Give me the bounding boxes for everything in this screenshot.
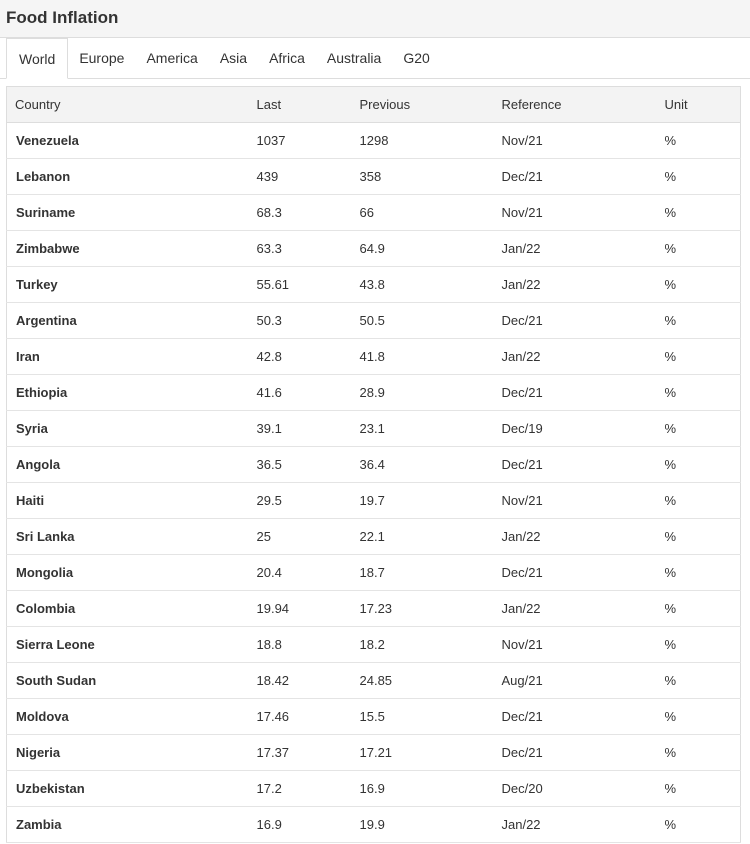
table-row[interactable] <box>7 735 741 771</box>
unit-cell: % <box>657 699 741 735</box>
reference-cell: Jan/22 <box>494 339 657 375</box>
unit-cell: % <box>657 807 741 843</box>
table-row[interactable] <box>7 519 741 555</box>
last-value-cell: 18.8 <box>249 627 352 663</box>
table-row[interactable] <box>7 483 741 519</box>
table-row[interactable] <box>7 627 741 663</box>
previous-value-cell: 15.5 <box>352 699 494 735</box>
table-row[interactable] <box>7 159 741 195</box>
country-cell[interactable]: Mongolia <box>7 555 249 591</box>
last-value-cell: 36.5 <box>249 447 352 483</box>
country-cell[interactable]: Ethiopia <box>7 375 249 411</box>
reference-cell: Jan/22 <box>494 267 657 303</box>
table-header-row <box>7 87 741 123</box>
previous-value-cell: 43.8 <box>352 267 494 303</box>
table-row[interactable] <box>7 303 741 339</box>
country-cell[interactable]: Angola <box>7 447 249 483</box>
last-value-cell: 42.8 <box>249 339 352 375</box>
inflation-table-container <box>6 86 740 843</box>
unit-cell: % <box>657 195 741 231</box>
reference-cell: Dec/21 <box>494 375 657 411</box>
previous-value-cell: 50.5 <box>352 303 494 339</box>
last-value-cell: 17.46 <box>249 699 352 735</box>
country-cell[interactable]: Syria <box>7 411 249 447</box>
country-cell[interactable]: Zambia <box>7 807 249 843</box>
previous-value-cell: 1298 <box>352 123 494 159</box>
table-row[interactable] <box>7 555 741 591</box>
last-value-cell: 41.6 <box>249 375 352 411</box>
column-header-previous[interactable]: Previous <box>352 87 494 123</box>
table-row[interactable] <box>7 771 741 807</box>
country-cell[interactable]: South Sudan <box>7 663 249 699</box>
reference-cell: Dec/21 <box>494 159 657 195</box>
country-cell[interactable]: Venezuela <box>7 123 249 159</box>
reference-cell: Dec/21 <box>494 699 657 735</box>
reference-cell: Jan/22 <box>494 519 657 555</box>
unit-cell: % <box>657 519 741 555</box>
tab-europe[interactable]: Europe <box>79 50 125 66</box>
country-cell[interactable]: Zimbabwe <box>7 231 249 267</box>
tab-asia[interactable]: Asia <box>219 50 248 66</box>
previous-value-cell: 358 <box>352 159 494 195</box>
previous-value-cell: 18.2 <box>352 627 494 663</box>
tab-world[interactable]: World <box>6 38 68 79</box>
previous-value-cell: 64.9 <box>352 231 494 267</box>
table-row[interactable] <box>7 339 741 375</box>
reference-cell: Jan/22 <box>494 591 657 627</box>
previous-value-cell: 28.9 <box>352 375 494 411</box>
previous-value-cell: 24.85 <box>352 663 494 699</box>
region-tabs <box>0 38 750 79</box>
country-cell[interactable]: Turkey <box>7 267 249 303</box>
country-cell[interactable]: Nigeria <box>7 735 249 771</box>
tab-america[interactable]: America <box>146 50 198 66</box>
table-row[interactable] <box>7 231 741 267</box>
reference-cell: Dec/21 <box>494 555 657 591</box>
unit-cell: % <box>657 447 741 483</box>
last-value-cell: 17.37 <box>249 735 352 771</box>
table-row[interactable] <box>7 807 741 843</box>
title-bar <box>0 0 750 38</box>
country-cell[interactable]: Uzbekistan <box>7 771 249 807</box>
previous-value-cell: 17.21 <box>352 735 494 771</box>
unit-cell: % <box>657 591 741 627</box>
previous-value-cell: 22.1 <box>352 519 494 555</box>
last-value-cell: 25 <box>249 519 352 555</box>
reference-cell: Dec/21 <box>494 735 657 771</box>
country-cell[interactable]: Lebanon <box>7 159 249 195</box>
unit-cell: % <box>657 627 741 663</box>
page-title: Food Inflation <box>6 7 119 27</box>
last-value-cell: 39.1 <box>249 411 352 447</box>
column-header-country[interactable]: Country <box>7 87 249 123</box>
country-cell[interactable]: Argentina <box>7 303 249 339</box>
country-cell[interactable]: Suriname <box>7 195 249 231</box>
previous-value-cell: 17.23 <box>352 591 494 627</box>
tab-g20[interactable]: G20 <box>403 50 430 66</box>
last-value-cell: 16.9 <box>249 807 352 843</box>
tab-africa[interactable]: Africa <box>269 50 305 66</box>
table-row[interactable] <box>7 267 741 303</box>
country-cell[interactable]: Moldova <box>7 699 249 735</box>
country-cell[interactable]: Sri Lanka <box>7 519 249 555</box>
unit-cell: % <box>657 375 741 411</box>
last-value-cell: 63.3 <box>249 231 352 267</box>
last-value-cell: 1037 <box>249 123 352 159</box>
previous-value-cell: 18.7 <box>352 555 494 591</box>
previous-value-cell: 66 <box>352 195 494 231</box>
last-value-cell: 50.3 <box>249 303 352 339</box>
reference-cell: Dec/19 <box>494 411 657 447</box>
last-value-cell: 55.61 <box>249 267 352 303</box>
reference-cell: Aug/21 <box>494 663 657 699</box>
reference-cell: Jan/22 <box>494 807 657 843</box>
reference-cell: Nov/21 <box>494 483 657 519</box>
last-value-cell: 439 <box>249 159 352 195</box>
table-row[interactable] <box>7 411 741 447</box>
last-value-cell: 17.2 <box>249 771 352 807</box>
last-value-cell: 19.94 <box>249 591 352 627</box>
unit-cell: % <box>657 303 741 339</box>
inflation-table <box>6 86 741 843</box>
unit-cell: % <box>657 483 741 519</box>
previous-value-cell: 23.1 <box>352 411 494 447</box>
column-header-reference[interactable]: Reference <box>494 87 657 123</box>
table-row[interactable] <box>7 447 741 483</box>
reference-cell: Nov/21 <box>494 195 657 231</box>
last-value-cell: 18.42 <box>249 663 352 699</box>
column-header-last[interactable]: Last <box>249 87 352 123</box>
last-value-cell: 20.4 <box>249 555 352 591</box>
reference-cell: Jan/22 <box>494 231 657 267</box>
unit-cell: % <box>657 411 741 447</box>
last-value-cell: 68.3 <box>249 195 352 231</box>
reference-cell: Dec/21 <box>494 447 657 483</box>
last-value-cell: 29.5 <box>249 483 352 519</box>
unit-cell: % <box>657 771 741 807</box>
table-row[interactable] <box>7 195 741 231</box>
table-row[interactable] <box>7 375 741 411</box>
previous-value-cell: 19.9 <box>352 807 494 843</box>
table-row[interactable] <box>7 591 741 627</box>
unit-cell: % <box>657 339 741 375</box>
unit-cell: % <box>657 663 741 699</box>
unit-cell: % <box>657 123 741 159</box>
reference-cell: Dec/20 <box>494 771 657 807</box>
table-row[interactable] <box>7 663 741 699</box>
unit-cell: % <box>657 735 741 771</box>
country-cell[interactable]: Iran <box>7 339 249 375</box>
previous-value-cell: 41.8 <box>352 339 494 375</box>
previous-value-cell: 16.9 <box>352 771 494 807</box>
table-row[interactable] <box>7 123 741 159</box>
previous-value-cell: 36.4 <box>352 447 494 483</box>
previous-value-cell: 19.7 <box>352 483 494 519</box>
country-cell[interactable]: Colombia <box>7 591 249 627</box>
country-cell[interactable]: Haiti <box>7 483 249 519</box>
reference-cell: Dec/21 <box>494 303 657 339</box>
tab-australia[interactable]: Australia <box>326 50 382 66</box>
unit-cell: % <box>657 267 741 303</box>
table-body <box>7 123 741 843</box>
table-row[interactable] <box>7 699 741 735</box>
reference-cell: Nov/21 <box>494 123 657 159</box>
column-header-unit[interactable]: Unit <box>657 87 741 123</box>
unit-cell: % <box>657 555 741 591</box>
country-cell[interactable]: Sierra Leone <box>7 627 249 663</box>
reference-cell: Nov/21 <box>494 627 657 663</box>
unit-cell: % <box>657 159 741 195</box>
unit-cell: % <box>657 231 741 267</box>
